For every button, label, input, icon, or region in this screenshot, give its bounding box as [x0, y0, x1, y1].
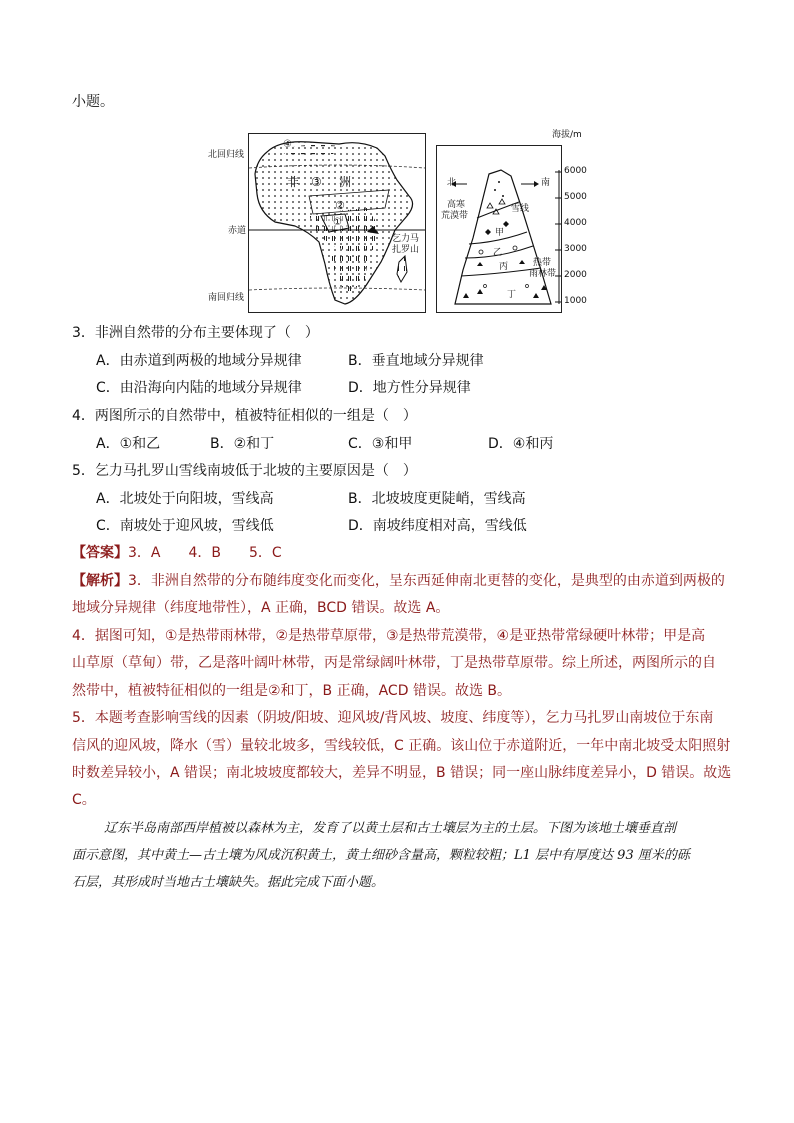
zone-ding-label: 丁 [507, 290, 517, 300]
continent-char-fei: 非 [287, 175, 300, 189]
question-3-option-a: A．由赤道到两极的地域分异规律 [96, 353, 302, 369]
question-3-option-b: B．垂直地域分异规律 [348, 353, 484, 369]
altitude-axis-title: 海拔/m [552, 130, 582, 140]
question-4-option-a: A．①和乙 [96, 436, 161, 452]
analysis-line [72, 571, 725, 591]
zone-bing-label: 丙 [499, 262, 509, 272]
altitude-tick: 5000 [564, 192, 587, 202]
marker-4: ④ [283, 139, 292, 150]
analysis-text-line: 4．据图可知，①是热带雨林带，②是热带草原带，③是热带荒漠带，④是亚热带常绿硬叶林带；甲是高 [72, 628, 706, 644]
analysis-text-line: 地域分异规律（纬度地带性），A 正确，BCD 错误。故选 A。 [72, 600, 450, 616]
next-passage-line: 辽东半岛南部西岸植被以森林为主，发育了以黄土层和古土壤层为主的土层。下图为该地土壤垂直剖 [104, 821, 677, 836]
analysis-text-line: 然带中，植被特征相似的一组是②和丁，B 正确，ACD 错误。故选 B。 [72, 683, 511, 699]
question-5-option-a: A．北坡处于向阳坡，雪线高 [96, 491, 274, 507]
africa-map-figure [248, 133, 426, 313]
marker-2: ② [335, 199, 345, 212]
zone-yi-label: 乙 [493, 248, 503, 258]
question-4-option-d: D．④和丙 [488, 436, 554, 452]
north-label: 北 [447, 178, 457, 188]
answer-text: 3．A 4．B 5．C [128, 545, 282, 561]
answer-line [72, 543, 282, 563]
marker-1: ① [333, 217, 342, 228]
altitude-tick: 3000 [564, 244, 587, 254]
answer-label: 【答案】 [72, 545, 128, 561]
question-5-option-b: B．北坡坡度更陡峭，雪线高 [348, 491, 526, 507]
question-4-option-b: B．②和丁 [210, 436, 275, 452]
cold-desert-label-1: 高寒 [447, 200, 466, 210]
rainforest-label-2: 雨林带 [529, 269, 557, 279]
question-3-stem: 3．非洲自然带的分布主要体现了（ ） [72, 325, 319, 341]
equator-label: 赤道 [228, 226, 247, 236]
zone-jia-label: 甲 [495, 228, 505, 238]
continuation-text: 小题。 [72, 94, 114, 110]
tropic-of-capricorn-label: 南回归线 [208, 293, 245, 303]
altitude-tick: 6000 [564, 166, 587, 176]
next-passage-line: 面示意图，其中黄土—古土壤为风成沉积黄土，黄土细砂含量高，颗粒较粗；L1 层中有厚度达 93 厘米的砾 [72, 848, 690, 863]
question-3-option-c: C．由沿海向内陆的地域分异规律 [96, 380, 302, 396]
analysis-text-line: 信风的迎风坡，降水（雪）量较北坡多，雪线较低，C 正确。该山位于赤道附近，一年中南北坡受太阳照射 [72, 738, 731, 754]
kilimanjaro-profile-figure [436, 145, 562, 313]
question-5-option-d: D．南坡纬度相对高，雪线低 [348, 518, 527, 534]
cold-desert-label-2: 荒漠带 [441, 211, 469, 221]
rainforest-label-1: 热带 [533, 258, 552, 268]
south-label: 南 [541, 178, 551, 188]
analysis-text-line: 3．非洲自然带的分布随纬度变化而变化，呈东西延伸南北更替的变化，是典型的由赤道到两极的 [128, 573, 725, 589]
question-3-option-d: D．地方性分异规律 [348, 380, 471, 396]
kilimanjaro-label-line1: 乞力马 [392, 234, 420, 244]
question-5-stem: 5．乞力马扎罗山雪线南坡低于北坡的主要原因是（ ） [72, 463, 417, 479]
altitude-tick: 1000 [564, 296, 587, 306]
kilimanjaro-label-line2: 扎罗山 [392, 245, 420, 255]
altitude-tick: 4000 [564, 218, 587, 228]
analysis-text-line: 时数差异较小，A 错误；南北坡坡度都较大，差异不明显，B 错误；同一座山脉纬度差异小，D 错误。故选 [72, 765, 732, 781]
analysis-text-line: C。 [72, 792, 96, 808]
analysis-text-line: 5．本题考查影响雪线的因素（阴坡/阳坡、迎风坡/背风坡、坡度、纬度等），乞力马扎罗山南坡位于东南 [72, 710, 714, 726]
analysis-text-line: 山草原（草甸）带，乙是落叶阔叶林带，丙是常绿阔叶林带，丁是热带草原带。综上所述，两图所示的自 [72, 655, 716, 671]
next-passage-line: 石层，其形成时当地古土壤缺失。据此完成下面小题。 [72, 875, 385, 890]
continent-char-zhou: 洲 [339, 175, 352, 189]
altitude-tick: 2000 [564, 270, 587, 280]
analysis-label: 【解析】 [72, 573, 128, 589]
snow-line-label: 雪线 [511, 204, 530, 214]
tropic-of-cancer-label: 北回归线 [208, 150, 245, 160]
question-4-option-c: C．③和甲 [348, 436, 413, 452]
question-4-stem: 4．两图所示的自然带中，植被特征相似的一组是（ ） [72, 408, 417, 424]
question-5-option-c: C．南坡处于迎风坡，雪线低 [96, 518, 274, 534]
marker-3: ③ [311, 175, 322, 189]
